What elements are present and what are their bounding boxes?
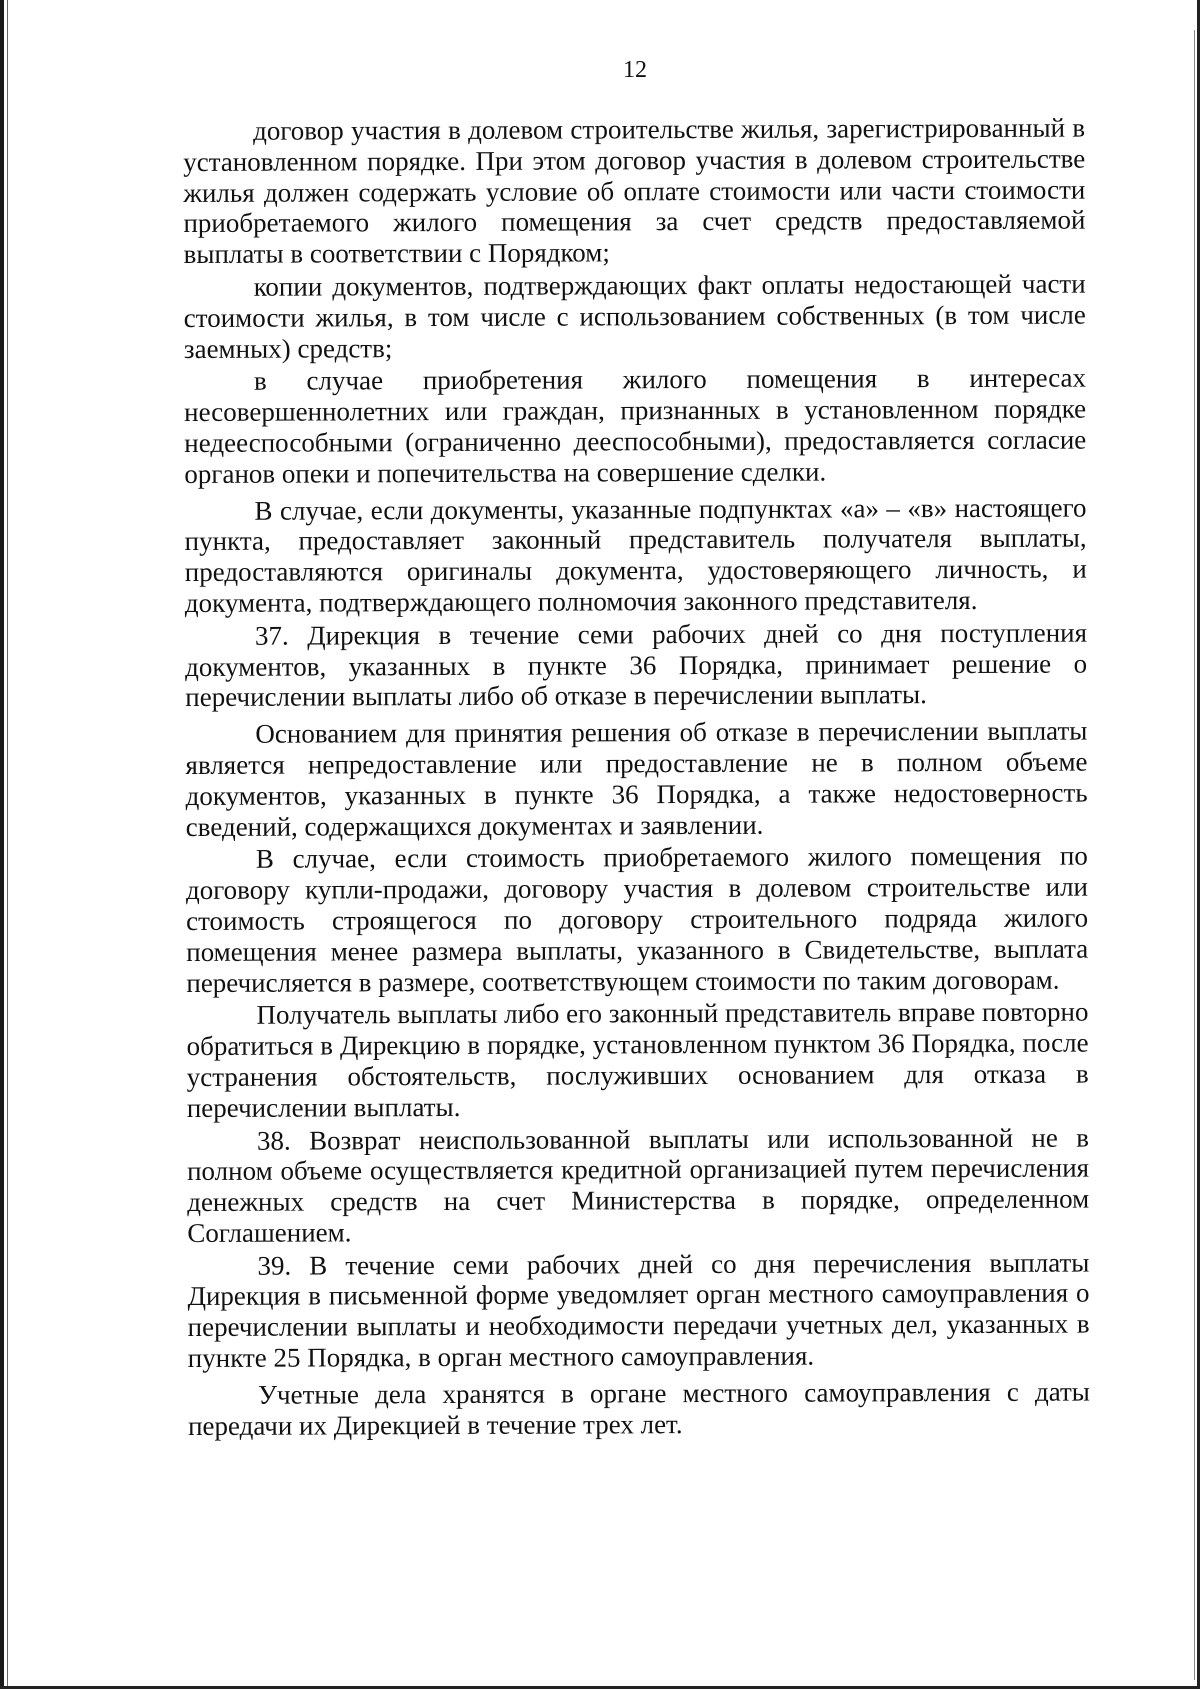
paragraph-legal-representative: В случае, если документы, указанные подпунктах «а» – «в» настоящего пункта, предоставляет законный представитель получателя выплаты, предоставляются оригиналы документа, удостоверяющего личность, и документа, подтверждающего полномочия законного представителя. <box>184 492 1087 618</box>
paragraph-item-38: 38. Возврат неиспользованной выплаты или использованной не в полном объеме осуществляется кредитной организацией путем перечисления денежных средств на счет Министерства в порядке, определенном Соглашением. <box>186 1122 1090 1248</box>
page-number: 12 <box>623 57 647 83</box>
scan-edge-right-inner <box>1194 30 1195 1680</box>
scan-edge-left <box>0 0 4 1689</box>
paragraph-contract-registration: договор участия в долевом строительстве жилья, зарегистрированный в установленном порядке. При этом договор участия в долевом строительстве жилья должен содержать условие об оплате стоимости или части стоимости приобретаемого жилого помещения за счет средств предоставляемой выплаты в соответствии с Порядком; <box>183 112 1086 270</box>
paragraph-item-37: 37. Дирекция в течение семи рабочих дней со дня поступления документов, указанных в пункте 36 Порядка, принимает решение о перечислении выплаты либо об отказе в перечислении выплаты. <box>185 617 1088 713</box>
scan-edge-left-inner <box>7 0 8 1689</box>
document-body <box>183 113 1090 1444</box>
paragraph-repeat-application: Получатель выплаты либо его законный представитель вправе повторно обратиться в Дирекцию в порядке, установленном пунктом 36 Порядка, после устранения обстоятельств, послуживших основанием для отказа в перечислении выплаты. <box>186 996 1089 1123</box>
paragraph-payment-documents: копии документов, подтверждающих факт оплаты недостающей части стоимости жилья, в том числе с использованием собственных (в том числе заемных) средств; <box>183 268 1086 364</box>
paragraph-refusal-grounds: Основанием для принятия решения об отказе в перечислении выплаты является непредоставление или предоставление не в полном объеме документов, указанных в пункте 36 Порядка, а также недостоверность сведений, содержащихся документах и заявлении. <box>185 715 1088 842</box>
paragraph-item-39: 39. В течение семи рабочих дней со дня перечисления выплаты Дирекция в письменной форме уведомляет орган местного самоуправления о перечислении выплаты и необходимости передачи учетных дел, указанных в пункте 25 Порядка, в орган местного самоуправления. <box>187 1247 1090 1374</box>
paragraph-cost-less-than-payment: В случае, если стоимость приобретаемого жилого помещения по договору купли-продажи, договору участия в долевом строительстве или стоимость строящегося по договору строительного подряда жилого помещения менее размера выплаты, указанного в Свидетельстве, выплата перечисляется в размере, соответствующем стоимости по таким договорам. <box>185 840 1089 998</box>
paragraph-guardianship-consent: в случае приобретения жилого помещения в интересах несовершеннолетних или граждан, признанных в установленном порядке недееспособными (ограниченно дееспособными), предоставляется согласие органов опеки и попечительства на совершение сделки. <box>184 362 1087 489</box>
paragraph-records-storage: Учетные дела хранятся в органе местного самоуправления с даты передачи их Дирекцией в течение трех лет. <box>187 1376 1090 1441</box>
